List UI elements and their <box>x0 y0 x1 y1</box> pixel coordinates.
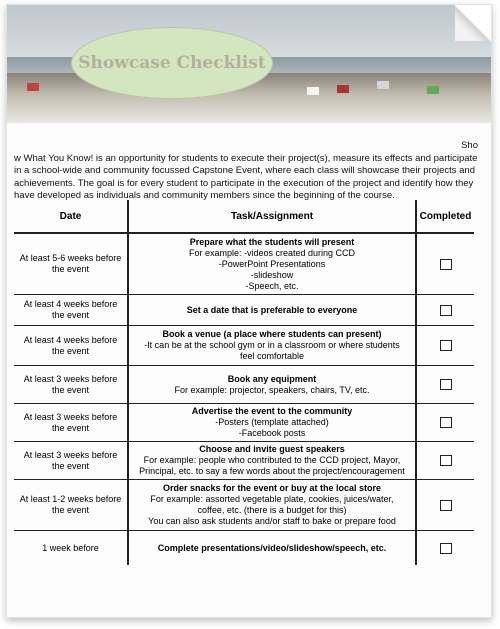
completed-checkbox[interactable] <box>440 417 452 428</box>
row-date: At least 3 weeks before the event <box>14 442 129 479</box>
intro-line: w What You Know! is an opportunity for students to execute their project(s), measure its effects and participate <box>14 152 478 164</box>
banner-house <box>27 83 39 91</box>
row-task <box>129 442 417 479</box>
task-title: Set a date that is preferable to everyone <box>186 304 358 315</box>
row-task <box>129 326 417 365</box>
row-date: At least 3 weeks before the event <box>14 366 129 403</box>
task-detail: For example: -videos created during CCD <box>188 247 356 258</box>
intro-paragraph <box>14 140 484 203</box>
table-row <box>14 295 474 326</box>
intro-line: have developed as individuals and community members since the beginning of the course. <box>14 190 395 202</box>
row-task <box>129 480 417 530</box>
task-detail: -PowerPoint Presentations <box>218 258 326 269</box>
completed-checkbox[interactable] <box>440 379 452 390</box>
task-detail: Principal, etc. to say a few words about the project/encouragement <box>139 466 405 476</box>
header-date: Date <box>14 200 129 232</box>
task-title: Book a venue (a place where students can present) <box>162 329 382 339</box>
row-task <box>129 404 417 441</box>
table-row <box>14 326 474 366</box>
task-detail: -Facebook posts <box>238 428 306 438</box>
banner-house <box>427 86 439 94</box>
row-task <box>129 234 417 294</box>
table-header-row <box>14 200 474 234</box>
header-completed: Completed <box>419 210 472 222</box>
task-title: Complete presentations/video/slideshow/speech, etc. <box>157 542 387 553</box>
row-date: At least 4 weeks before the event <box>14 326 129 365</box>
table-row <box>14 480 474 531</box>
intro-line: Sho <box>461 140 478 151</box>
completed-checkbox[interactable] <box>440 500 452 511</box>
completed-checkbox[interactable] <box>440 259 452 270</box>
intro-line: achievements. The goal is for every student to participate in the execution of the project and identify how they <box>14 177 474 189</box>
checklist-table <box>14 200 474 565</box>
task-detail: For example: projector, speakers, chairs, TV, etc. <box>174 384 370 395</box>
table-row <box>14 234 474 295</box>
task-title: Choose and invite guest speakers <box>199 444 345 454</box>
task-detail: coffee, etc. (there is a budget for this) <box>197 505 347 515</box>
completed-checkbox[interactable] <box>440 455 452 466</box>
row-date: 1 week before <box>14 531 129 565</box>
row-date: At least 1-2 weeks before the event <box>14 480 129 530</box>
completed-checkbox[interactable] <box>440 305 452 316</box>
task-title: Prepare what the students will present <box>189 236 355 247</box>
banner-house <box>307 87 319 95</box>
task-detail: -Speech, etc. <box>245 280 299 291</box>
task-title: Order snacks for the event or buy at the local store <box>162 483 382 493</box>
page-title: Showcase Checklist <box>78 53 266 73</box>
row-date: At least 4 weeks before the event <box>14 295 129 325</box>
table-row <box>14 531 474 565</box>
task-detail: feel comfortable <box>239 351 305 361</box>
completed-cell <box>417 404 474 441</box>
row-task <box>129 531 417 565</box>
task-detail: -It can be at the school gym or in a classroom or where students <box>144 340 400 350</box>
row-date: At least 3 weeks before the event <box>14 404 129 441</box>
task-title: Book any equipment <box>227 373 317 384</box>
page-curl <box>455 5 491 41</box>
task-detail: -Posters (template attached) <box>215 417 329 427</box>
task-title: Advertise the event to the community <box>191 406 353 416</box>
table-row <box>14 366 474 404</box>
task-detail: You can also ask students and/or staff to bake or prepare food <box>148 516 396 526</box>
completed-cell <box>417 442 474 479</box>
intro-line: in a school-wide and community focussed Capstone Event, where each class will showcase their projects and <box>14 165 475 177</box>
row-date: At least 5-6 weeks before the event <box>14 234 129 294</box>
row-task <box>129 366 417 403</box>
completed-cell <box>417 531 474 565</box>
completed-cell <box>417 234 474 294</box>
header-task: Task/Assignment <box>129 200 417 232</box>
completed-cell <box>417 295 474 325</box>
completed-cell <box>417 366 474 403</box>
header-banner-photo <box>7 5 491 123</box>
completed-cell <box>417 326 474 365</box>
completed-cell <box>417 480 474 530</box>
table-row <box>14 442 474 480</box>
task-detail: For example: people who contributed to the CCD project, Mayor, <box>143 455 401 465</box>
banner-house <box>337 85 349 93</box>
task-detail: For example: assorted vegetable plate, cookies, juices/water, <box>150 494 394 504</box>
row-task <box>129 295 417 325</box>
table-row <box>14 404 474 442</box>
task-detail: -slideshow <box>250 269 294 280</box>
banner-house <box>377 81 389 89</box>
title-oval <box>71 27 273 99</box>
completed-checkbox[interactable] <box>440 340 452 351</box>
completed-checkbox[interactable] <box>440 543 452 554</box>
